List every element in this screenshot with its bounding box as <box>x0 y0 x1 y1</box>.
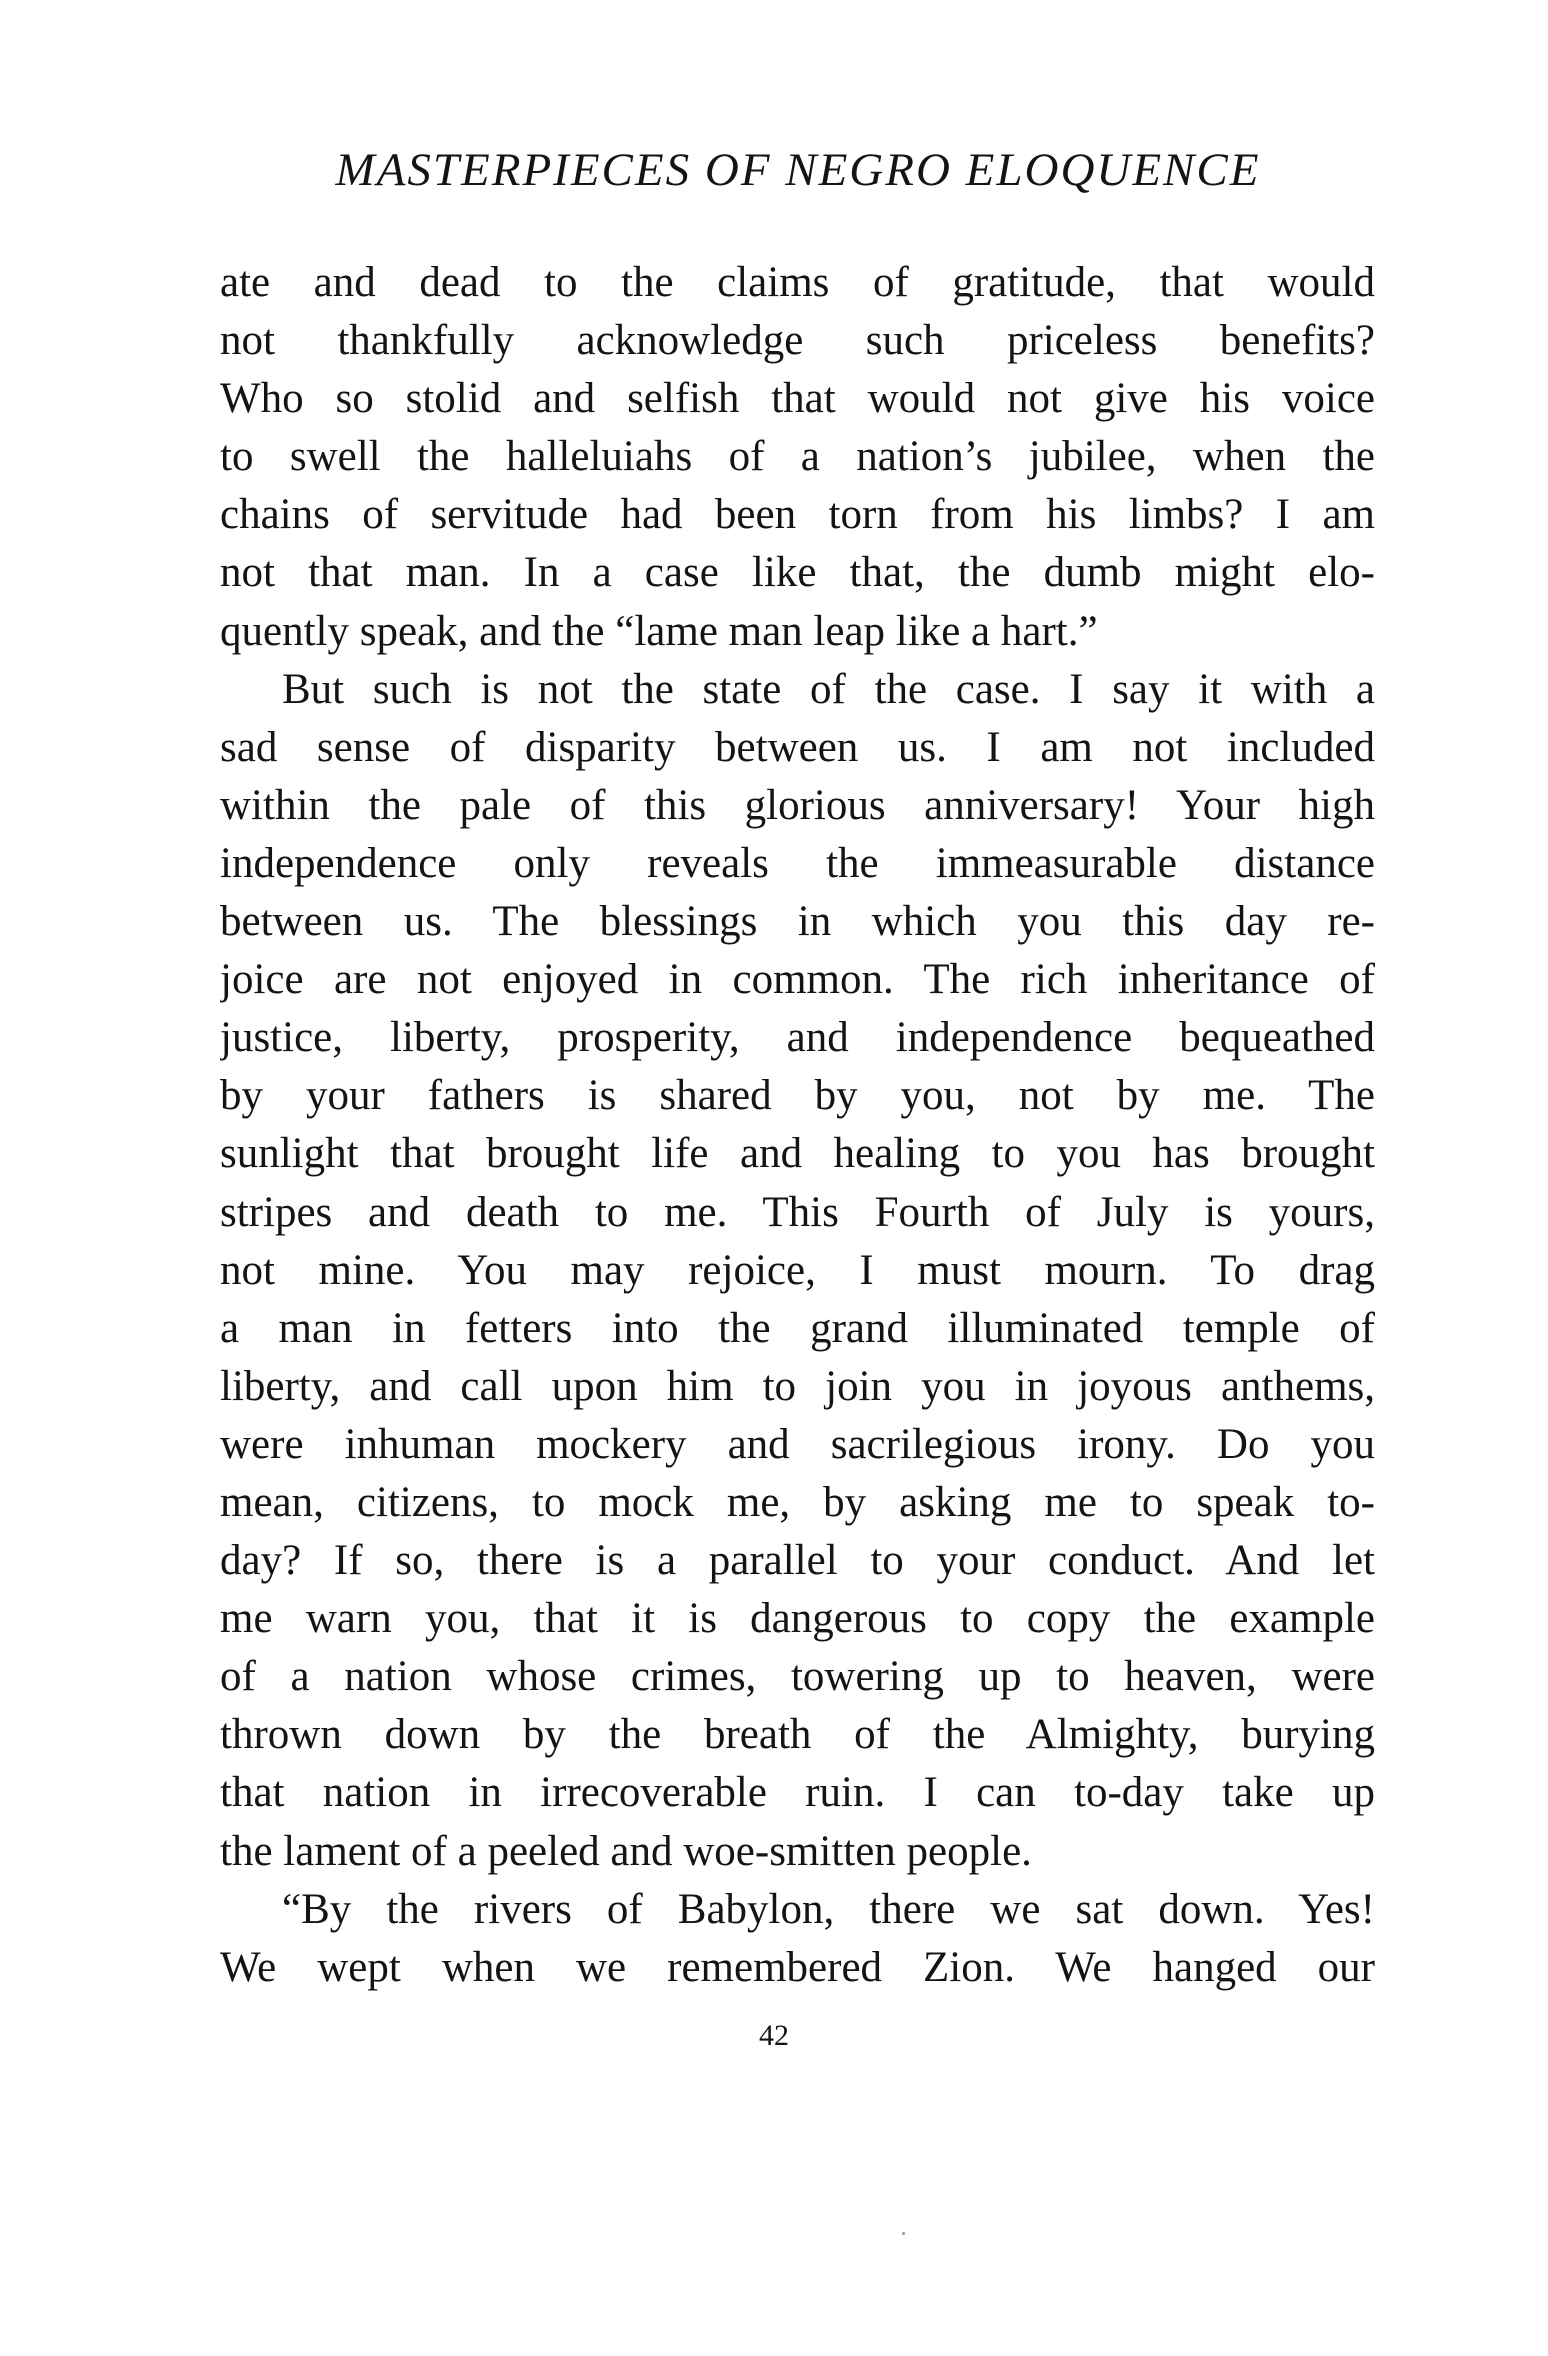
running-head: MASTERPIECES OF NEGRO ELOQUENCE <box>335 144 1261 196</box>
text-line: mean, citizens, to mock me, by asking me to speak to- <box>220 1478 1375 1526</box>
text-line: liberty, and call upon him to join you in joyous anthems, <box>220 1362 1375 1410</box>
text-line: were inhuman mockery and sacrilegious irony. Do you <box>220 1420 1375 1468</box>
text-line: of a nation whose crimes, towering up to heaven, were <box>220 1653 1375 1701</box>
text-line: the lament of a peeled and woe-smitten people. <box>220 1827 1032 1875</box>
text-line: me warn you, that it is dangerous to copy the example <box>220 1595 1375 1643</box>
text-line: We wept when we remembered Zion. We hanged our <box>220 1943 1375 1991</box>
text-line: joice are not enjoyed in common. The rich inheritance of <box>220 956 1375 1004</box>
text-line: between us. The blessings in which you this day re- <box>220 898 1375 946</box>
text-line: stripes and death to me. This Fourth of July is yours, <box>220 1188 1375 1236</box>
body-text <box>220 254 1375 1997</box>
text-line: thrown down by the breath of the Almighty, burying <box>220 1711 1375 1759</box>
text-line: sad sense of disparity between us. I am not included <box>220 723 1375 771</box>
text-line: by your fathers is shared by you, not by me. The <box>220 1072 1375 1120</box>
text-line: a man in fetters into the grand illuminated temple of <box>220 1304 1375 1352</box>
text-line: independence only reveals the immeasurable distance <box>220 839 1375 887</box>
scan-speck <box>902 2232 905 2235</box>
page-number: 42 <box>759 2019 789 2052</box>
text-line: not mine. You may rejoice, I must mourn. To drag <box>220 1246 1375 1294</box>
text-line: that nation in irrecoverable ruin. I can to-day take up <box>220 1769 1375 1817</box>
text-line: sunlight that brought life and healing to you has brought <box>220 1130 1375 1178</box>
text-line: chains of servitude had been torn from his limbs? I am <box>220 491 1375 539</box>
text-line: “By the rivers of Babylon, there we sat down. Yes! <box>282 1885 1375 1933</box>
text-line: ate and dead to the claims of gratitude, that would <box>220 259 1375 306</box>
text-line: justice, liberty, prosperity, and independence bequeathed <box>220 1014 1375 1062</box>
text-line: to swell the halleluiahs of a nation’s jubilee, when the <box>220 433 1375 481</box>
text-line: Who so stolid and selfish that would not give his voice <box>220 375 1375 423</box>
text-line: quently speak, and the “lame man leap like a hart.” <box>220 607 1098 655</box>
text-line: day? If so, there is a parallel to your conduct. And let <box>220 1537 1375 1585</box>
text-line: within the pale of this glorious anniversary! Your high <box>220 781 1375 829</box>
text-line: But such is not the state of the case. I say it with a <box>282 665 1375 713</box>
text-line: not that man. In a case like that, the dumb might elo- <box>220 549 1375 597</box>
text-line: not thankfully acknowledge such priceless benefits? <box>220 317 1375 365</box>
